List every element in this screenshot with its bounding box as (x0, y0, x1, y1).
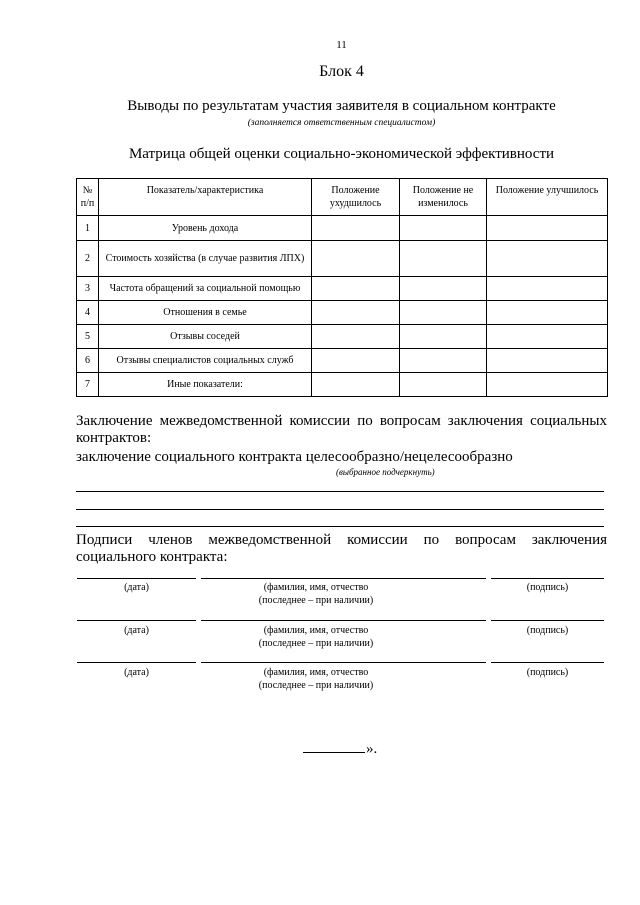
cell-unchanged[interactable] (400, 216, 487, 241)
cell-better[interactable] (487, 373, 608, 397)
signature-label: (подпись) (526, 625, 569, 636)
cell-worse[interactable] (312, 373, 400, 397)
cell-worse[interactable] (312, 325, 400, 349)
table-row (77, 349, 608, 373)
main-title: Выводы по результатам участия заявителя в социальном контракте (127, 98, 556, 114)
cell-unchanged[interactable] (400, 373, 487, 397)
date-line[interactable] (77, 662, 196, 663)
row-num: 3 (77, 277, 99, 301)
table-row (77, 301, 608, 325)
conclusion-text: заключение социального контракта целесообразно/нецелесообразно (76, 449, 513, 465)
name-label: (фамилия, имя, отчество (последнее – при наличии) (258, 582, 374, 606)
name-line[interactable] (201, 578, 486, 579)
header-worse: Положение ухудшилось (312, 179, 400, 216)
cell-better[interactable] (487, 325, 608, 349)
row-label: Уровень дохода (99, 216, 312, 241)
table-row (77, 373, 608, 397)
cell-unchanged[interactable] (400, 301, 487, 325)
cell-unchanged[interactable] (400, 277, 487, 301)
block-title: Блок 4 (319, 63, 364, 80)
cell-better[interactable] (487, 241, 608, 277)
cell-better[interactable] (487, 216, 608, 241)
cell-better[interactable] (487, 301, 608, 325)
row-num: 5 (77, 325, 99, 349)
cell-worse[interactable] (312, 277, 400, 301)
main-title-note: (заполняется ответственным специалистом) (247, 118, 436, 128)
date-label: (дата) (124, 667, 149, 678)
page-number: 11 (336, 39, 347, 51)
date-line[interactable] (77, 620, 196, 621)
row-label: Отзывы соседей (99, 325, 312, 349)
date-line[interactable] (77, 578, 196, 579)
name-line[interactable] (201, 620, 486, 621)
cell-worse[interactable] (312, 349, 400, 373)
cell-unchanged[interactable] (400, 349, 487, 373)
header-indicator: Показатель/характеристика (99, 179, 312, 216)
signature-label: (подпись) (526, 582, 569, 593)
cell-unchanged[interactable] (400, 325, 487, 349)
header-num: № п/п (77, 179, 99, 216)
row-num: 6 (77, 349, 99, 373)
table-row (77, 325, 608, 349)
row-label: Стоимость хозяйства (в случае развития ЛПХ) (99, 241, 312, 277)
evaluation-matrix-table (76, 178, 608, 397)
signature-line[interactable] (491, 578, 604, 579)
signature-label: (подпись) (526, 667, 569, 678)
blank-line[interactable] (76, 491, 604, 492)
footer-text: ». (366, 741, 378, 757)
row-num: 7 (77, 373, 99, 397)
table-row (77, 241, 608, 277)
row-label: Частота обращений за социальной помощью (99, 277, 312, 301)
table-row (77, 277, 608, 301)
date-label: (дата) (124, 625, 149, 636)
header-unchanged: Положение не изменилось (400, 179, 487, 216)
table-row (77, 216, 608, 241)
cell-unchanged[interactable] (400, 241, 487, 277)
blank-line[interactable] (76, 526, 604, 527)
matrix-title: Матрица общей оценки социально-экономической эффективности (128, 146, 555, 162)
cell-worse[interactable] (312, 301, 400, 325)
row-label: Отношения в семье (99, 301, 312, 325)
row-label: Иные показатели: (99, 373, 312, 397)
blank-line[interactable] (76, 509, 604, 510)
signers-heading: Подписи членов межведомственной комиссии по вопросам заключения социального контракта: (76, 532, 607, 565)
cell-better[interactable] (487, 349, 608, 373)
signature-line[interactable] (491, 620, 604, 621)
row-num: 4 (77, 301, 99, 325)
date-label: (дата) (124, 582, 149, 593)
cell-better[interactable] (487, 277, 608, 301)
name-label: (фамилия, имя, отчество (последнее – при наличии) (258, 667, 374, 691)
cell-worse[interactable] (312, 216, 400, 241)
name-line[interactable] (201, 662, 486, 663)
name-label: (фамилия, имя, отчество (последнее – при наличии) (258, 625, 374, 649)
conclusion-heading: Заключение межведомственной комиссии по вопросам заключения социальных контрактов: (76, 413, 607, 446)
row-num: 1 (77, 216, 99, 241)
signature-line[interactable] (491, 662, 604, 663)
header-better: Положение улучшилось (487, 179, 608, 216)
table-header-row (77, 179, 608, 216)
row-num: 2 (77, 241, 99, 277)
row-label: Отзывы специалистов социальных служб (99, 349, 312, 373)
conclusion-note: (выбранное подчеркнуть) (336, 467, 435, 477)
cell-worse[interactable] (312, 241, 400, 277)
footer-underline (303, 752, 365, 753)
